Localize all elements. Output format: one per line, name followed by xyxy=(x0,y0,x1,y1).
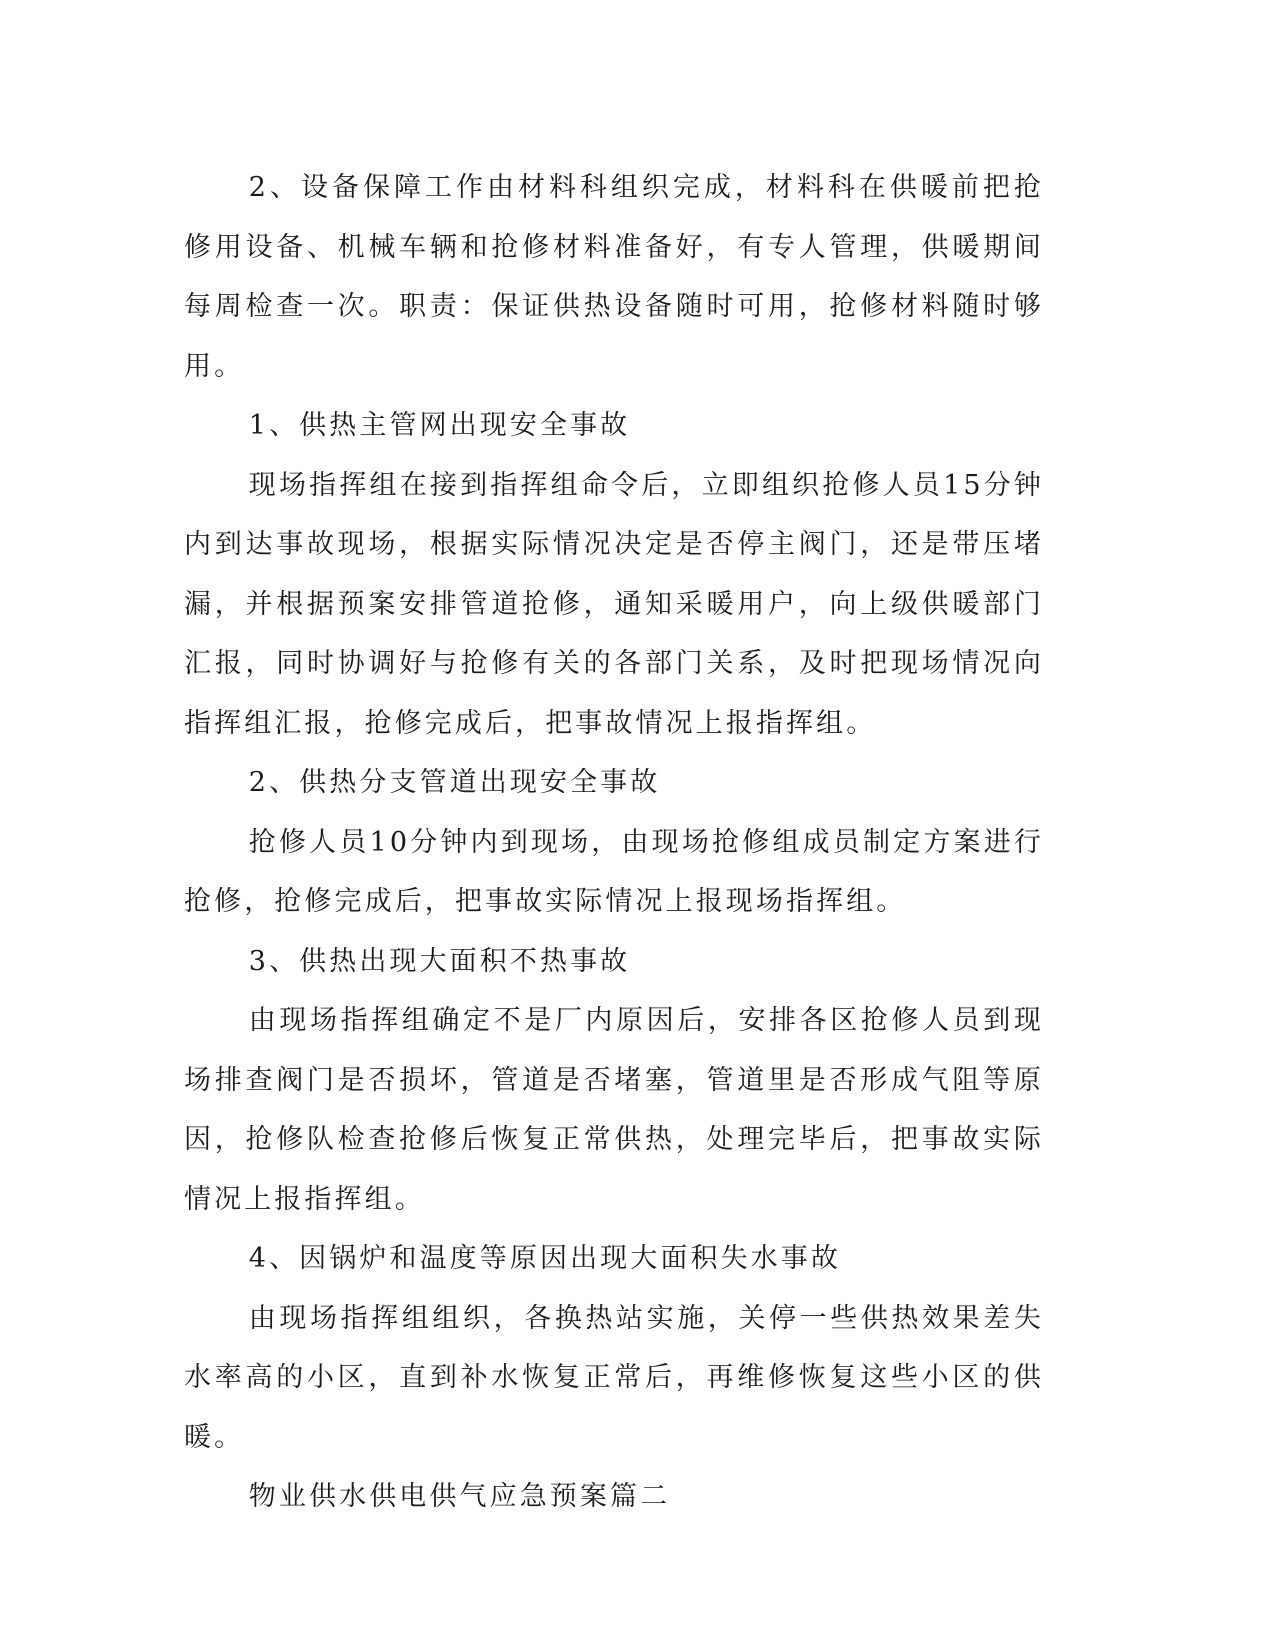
section-title-plan-two: 物业供水供电供气应急预案篇二 xyxy=(248,1481,671,1512)
heading-branch-pipe-accident: 2、供热分支管道出现安全事故 xyxy=(248,767,661,798)
paragraph-equipment-support: 2、设备保障工作由材料科组织完成，材料科在供暖前把抢修用设备、机械车辆和抢修材料准备好，有专人管理，供暖期间每周检查一次。职责：保证供热设备随时可用，抢修材料随时够用。 xyxy=(184,172,1044,382)
heading-main-network-accident: 1、供热主管网出现安全事故 xyxy=(248,410,631,441)
paragraph-water-loss-response: 由现场指挥组组织，各换热站实施，关停一些供热效果差失水率高的小区，直到补水恢复正常后，再维修恢复这些小区的供暖。 xyxy=(184,1302,1044,1453)
heading-large-area-no-heat: 3、供热出现大面积不热事故 xyxy=(248,945,631,977)
paragraph-branch-pipe-response: 抢修人员10分钟内到现场，由现场抢修组成员制定方案进行抢修，抢修完成后，把事故实际情况上报现场指挥组。 xyxy=(184,826,1044,917)
document-body xyxy=(184,158,1044,1527)
paragraph-main-network-response: 现场指挥组在接到指挥组命令后，立即组织抢修人员15分钟内到达事故现场，根据实际情况决定是否停主阀门，还是带压堵漏，并根据预案安排管道抢修，通知采暖用户，向上级供暖部门汇报，同时协调好与抢修有关的各部门关系，及时把现场情况向指挥组汇报，抢修完成后，把事故情况上报指挥组。 xyxy=(184,469,1044,739)
paragraph-large-area-no-heat-response: 由现场指挥组确定不是厂内原因后，安排各区抢修人员到现场排查阀门是否损坏，管道是否堵塞，管道里是否形成气阻等原因，抢修队检查抢修后恢复正常供热，处理完毕后，把事故实际情况上报指挥组。 xyxy=(184,1005,1044,1215)
heading-water-loss-accident: 4、因锅炉和温度等原因出现大面积失水事故 xyxy=(248,1243,841,1274)
